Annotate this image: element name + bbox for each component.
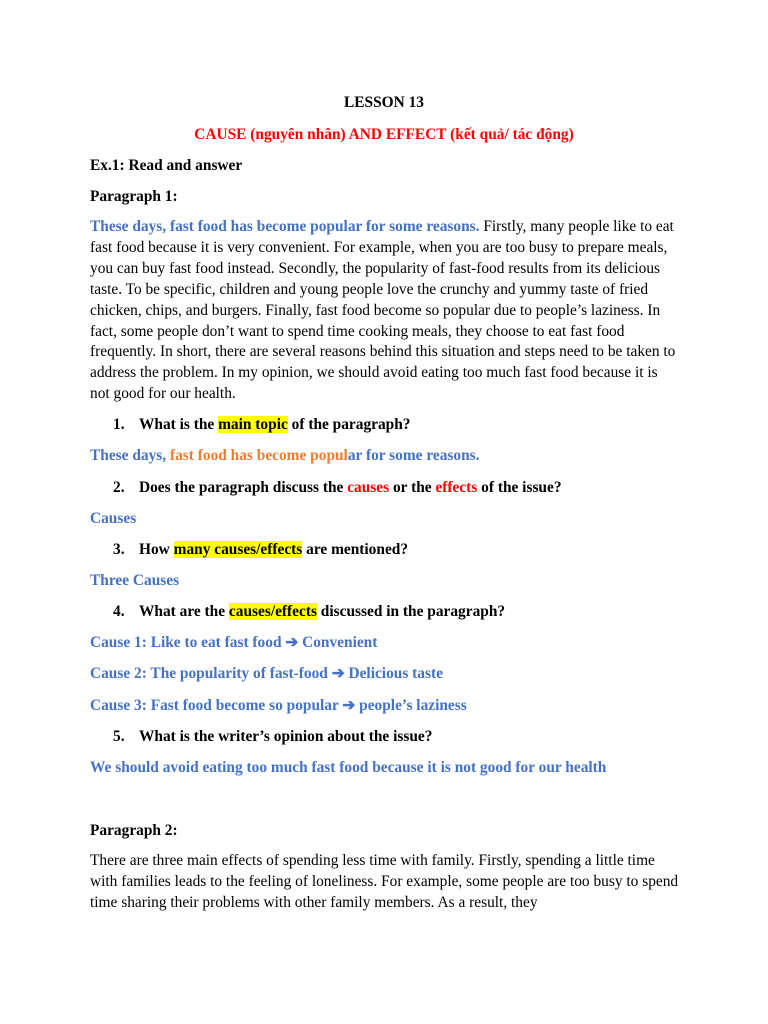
- lesson-title: LESSON 13: [344, 94, 424, 111]
- highlight: main topic: [218, 416, 288, 433]
- question-1: 1. What is the main topic of the paragraph?: [113, 416, 411, 433]
- paragraph2-heading: Paragraph 2:: [90, 822, 178, 839]
- question-2: 2. Does the paragraph discuss the causes or the effects of the issue?: [113, 479, 562, 496]
- question-4: 4. What are the causes/effects discussed in the paragraph?: [113, 603, 506, 620]
- paragraph1-body: Firstly, many people like to eat fast food because it is very convenient. For example, when you are too busy to prepare meals, you can buy fast food instead. Secondly, the popularity of fast-food results from its delicious taste. To be specific, children and young people love the crunchy and yummy taste of fried chicken, chips, and burgers. Finally, fast food become so popular due to people’s laziness. In fact, some people don’t want to spend time cooking meals, they choose to eat fast food frequently. In short, there are several reasons behind this situation and steps need to be taken to address the problem. In my opinion, we should avoid eating too much fast food because it is not good for our health.: [90, 218, 676, 403]
- question-3: 3. How many causes/effects are mentioned?: [113, 541, 409, 558]
- answer-5: We should avoid eating too much fast food because it is not good for our health: [90, 759, 607, 776]
- paragraph1-text: [90, 217, 680, 405]
- arrow-icon: ➔: [342, 697, 356, 714]
- answer-3: Three Causes: [90, 572, 180, 589]
- arrow-icon: ➔: [331, 665, 345, 682]
- paragraph2-text: There are three main effects of spending less time with family. Firstly, spending a little time with families leads to the feeling of loneliness. For example, some people are too busy to spend time sharing their problems with other family members. As a result, they: [90, 852, 679, 911]
- cause-3: Cause 3: Fast food become so popular ➔ people’s laziness: [90, 697, 467, 714]
- arrow-icon: ➔: [285, 634, 299, 651]
- lesson-subtitle: CAUSE (nguyên nhân) AND EFFECT (kết quả/ tác động): [194, 126, 574, 143]
- cause-2: Cause 2: The popularity of fast-food ➔ Delicious taste: [90, 665, 443, 682]
- answer-1: These days, fast food has become popular for some reasons.: [90, 447, 480, 464]
- highlight: causes/effects: [228, 603, 317, 620]
- topic-sentence: These days, fast food has become popular for some reasons.: [90, 218, 480, 235]
- cause-1: Cause 1: Like to eat fast food ➔ Convenient: [90, 634, 378, 651]
- highlight: many causes/effects: [173, 541, 303, 558]
- answer-2: Causes: [90, 510, 137, 527]
- question-5: 5. What is the writer’s opinion about the issue?: [113, 728, 433, 745]
- paragraph1-heading: Paragraph 1:: [90, 188, 178, 205]
- exercise-heading: Ex.1: Read and answer: [90, 157, 243, 174]
